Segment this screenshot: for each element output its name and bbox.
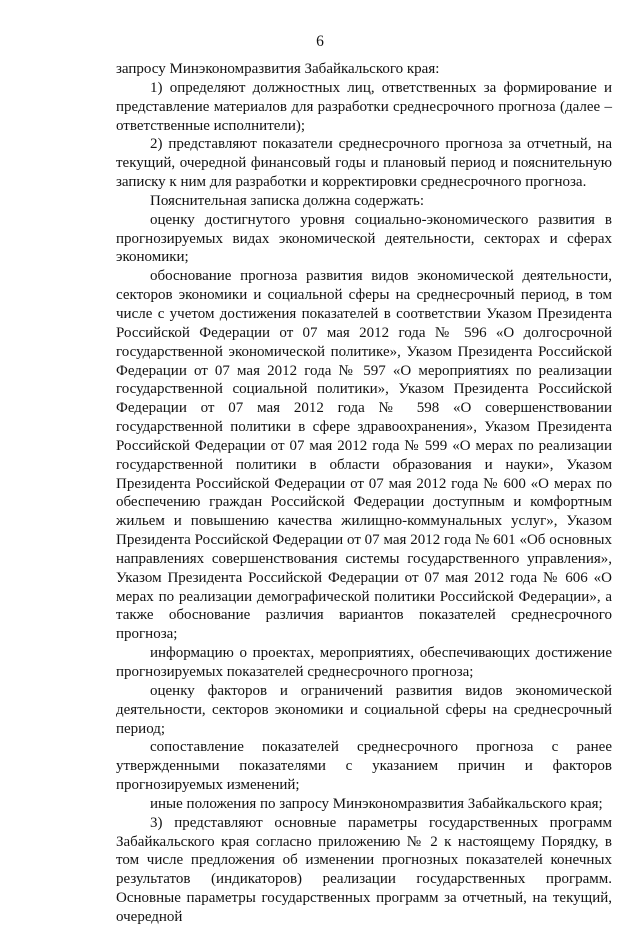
paragraph-comparison: сопоставление показателей среднесрочного прогноза с ранее утвержденными показателями с указанием причин и факторов прогнозируемых изменений; bbox=[116, 739, 612, 794]
paragraph-item-3: 3) представляют основные параметры государственных программ Забайкальского края согласно приложению № 2 к настоящему Порядку, в том числе предложения об изменении прогнозных показателей конечных результатов (индикаторов) реализации государственных программ. Основные параметры государственных программ за отчетный, на текущий, очередной bbox=[116, 814, 612, 925]
paragraph-other-provisions: иные положения по запросу Минэкономразвития Забайкальского края; bbox=[150, 795, 603, 812]
paragraph-justification: обоснование прогноза развития видов экономической деятельности, секторов экономики и социальной сферы на среднесрочный период, в том числе с учетом достижения показателей в соответствии Указом Президента Российской Федерации от 07 мая 2012 года № 596 «О долгосрочной государственной экономической политике», Указом Президента Российской Федерации от 07 мая 2012 года № 597 «О мероприятиях по реализации государственной социальной политики», Указом Президента Российской Федерации от 07 мая 2012 года № 598 «О совершенствовании государственной политики в сфере здравоохранения», Указом Президента Российской Федерации от 07 мая 2012 года № 599 «О мерах по реализации государственной политики в области образования и науки», Указом Президента Российской Федерации от 07 мая 2012 года № 600 «О мерах по обеспечению граждан Российской Федерации доступным и комфортным жильем и повышению качества жилищно-коммунальных услуг», Указом Президента Российской Федерации от 07 мая 2012 года № 601 «Об основных направлениях совершенствования системы государственного управления», Указом Президента Российской Федерации от 07 мая 2012 года № 606 «О мерах по реализации демографической политики Российской Федерации», а также обоснование различия вариантов показателей среднесрочного прогноза; bbox=[116, 268, 612, 643]
page-number: 6 bbox=[316, 33, 324, 50]
paragraph-item-2: 2) представляют показатели среднесрочного прогноза за отчетный, на текущий, очередной финансовый годы и плановый период и пояснительную записку к ним для разработки и корректировки среднесрочного прогноза. bbox=[116, 136, 612, 191]
paragraph-continuation: запросу Минэкономразвития Забайкальского края: bbox=[116, 61, 440, 77]
paragraph-assessment: оценку достигнутого уровня социально-экономического развития в прогнозируемых видах экономической деятельности, секторах и сферах экономики; bbox=[116, 211, 612, 266]
paragraph-explanatory-note-heading: Пояснительная записка должна содержать: bbox=[150, 192, 425, 209]
paragraph-projects-info: информацию о проектах, мероприятиях, обеспечивающих достижение прогнозируемых показателей среднесрочного прогноза; bbox=[116, 645, 612, 680]
document-body bbox=[116, 60, 612, 927]
paragraph-factors-assessment: оценку факторов и ограничений развития видов экономической деятельности, секторов экономики и социальной сферы на среднесрочный период; bbox=[116, 682, 612, 737]
paragraph-item-1: 1) определяют должностных лиц, ответственных за формирование и представление материалов для разработки среднесрочного прогноза (далее – ответственные исполнители); bbox=[116, 79, 612, 134]
